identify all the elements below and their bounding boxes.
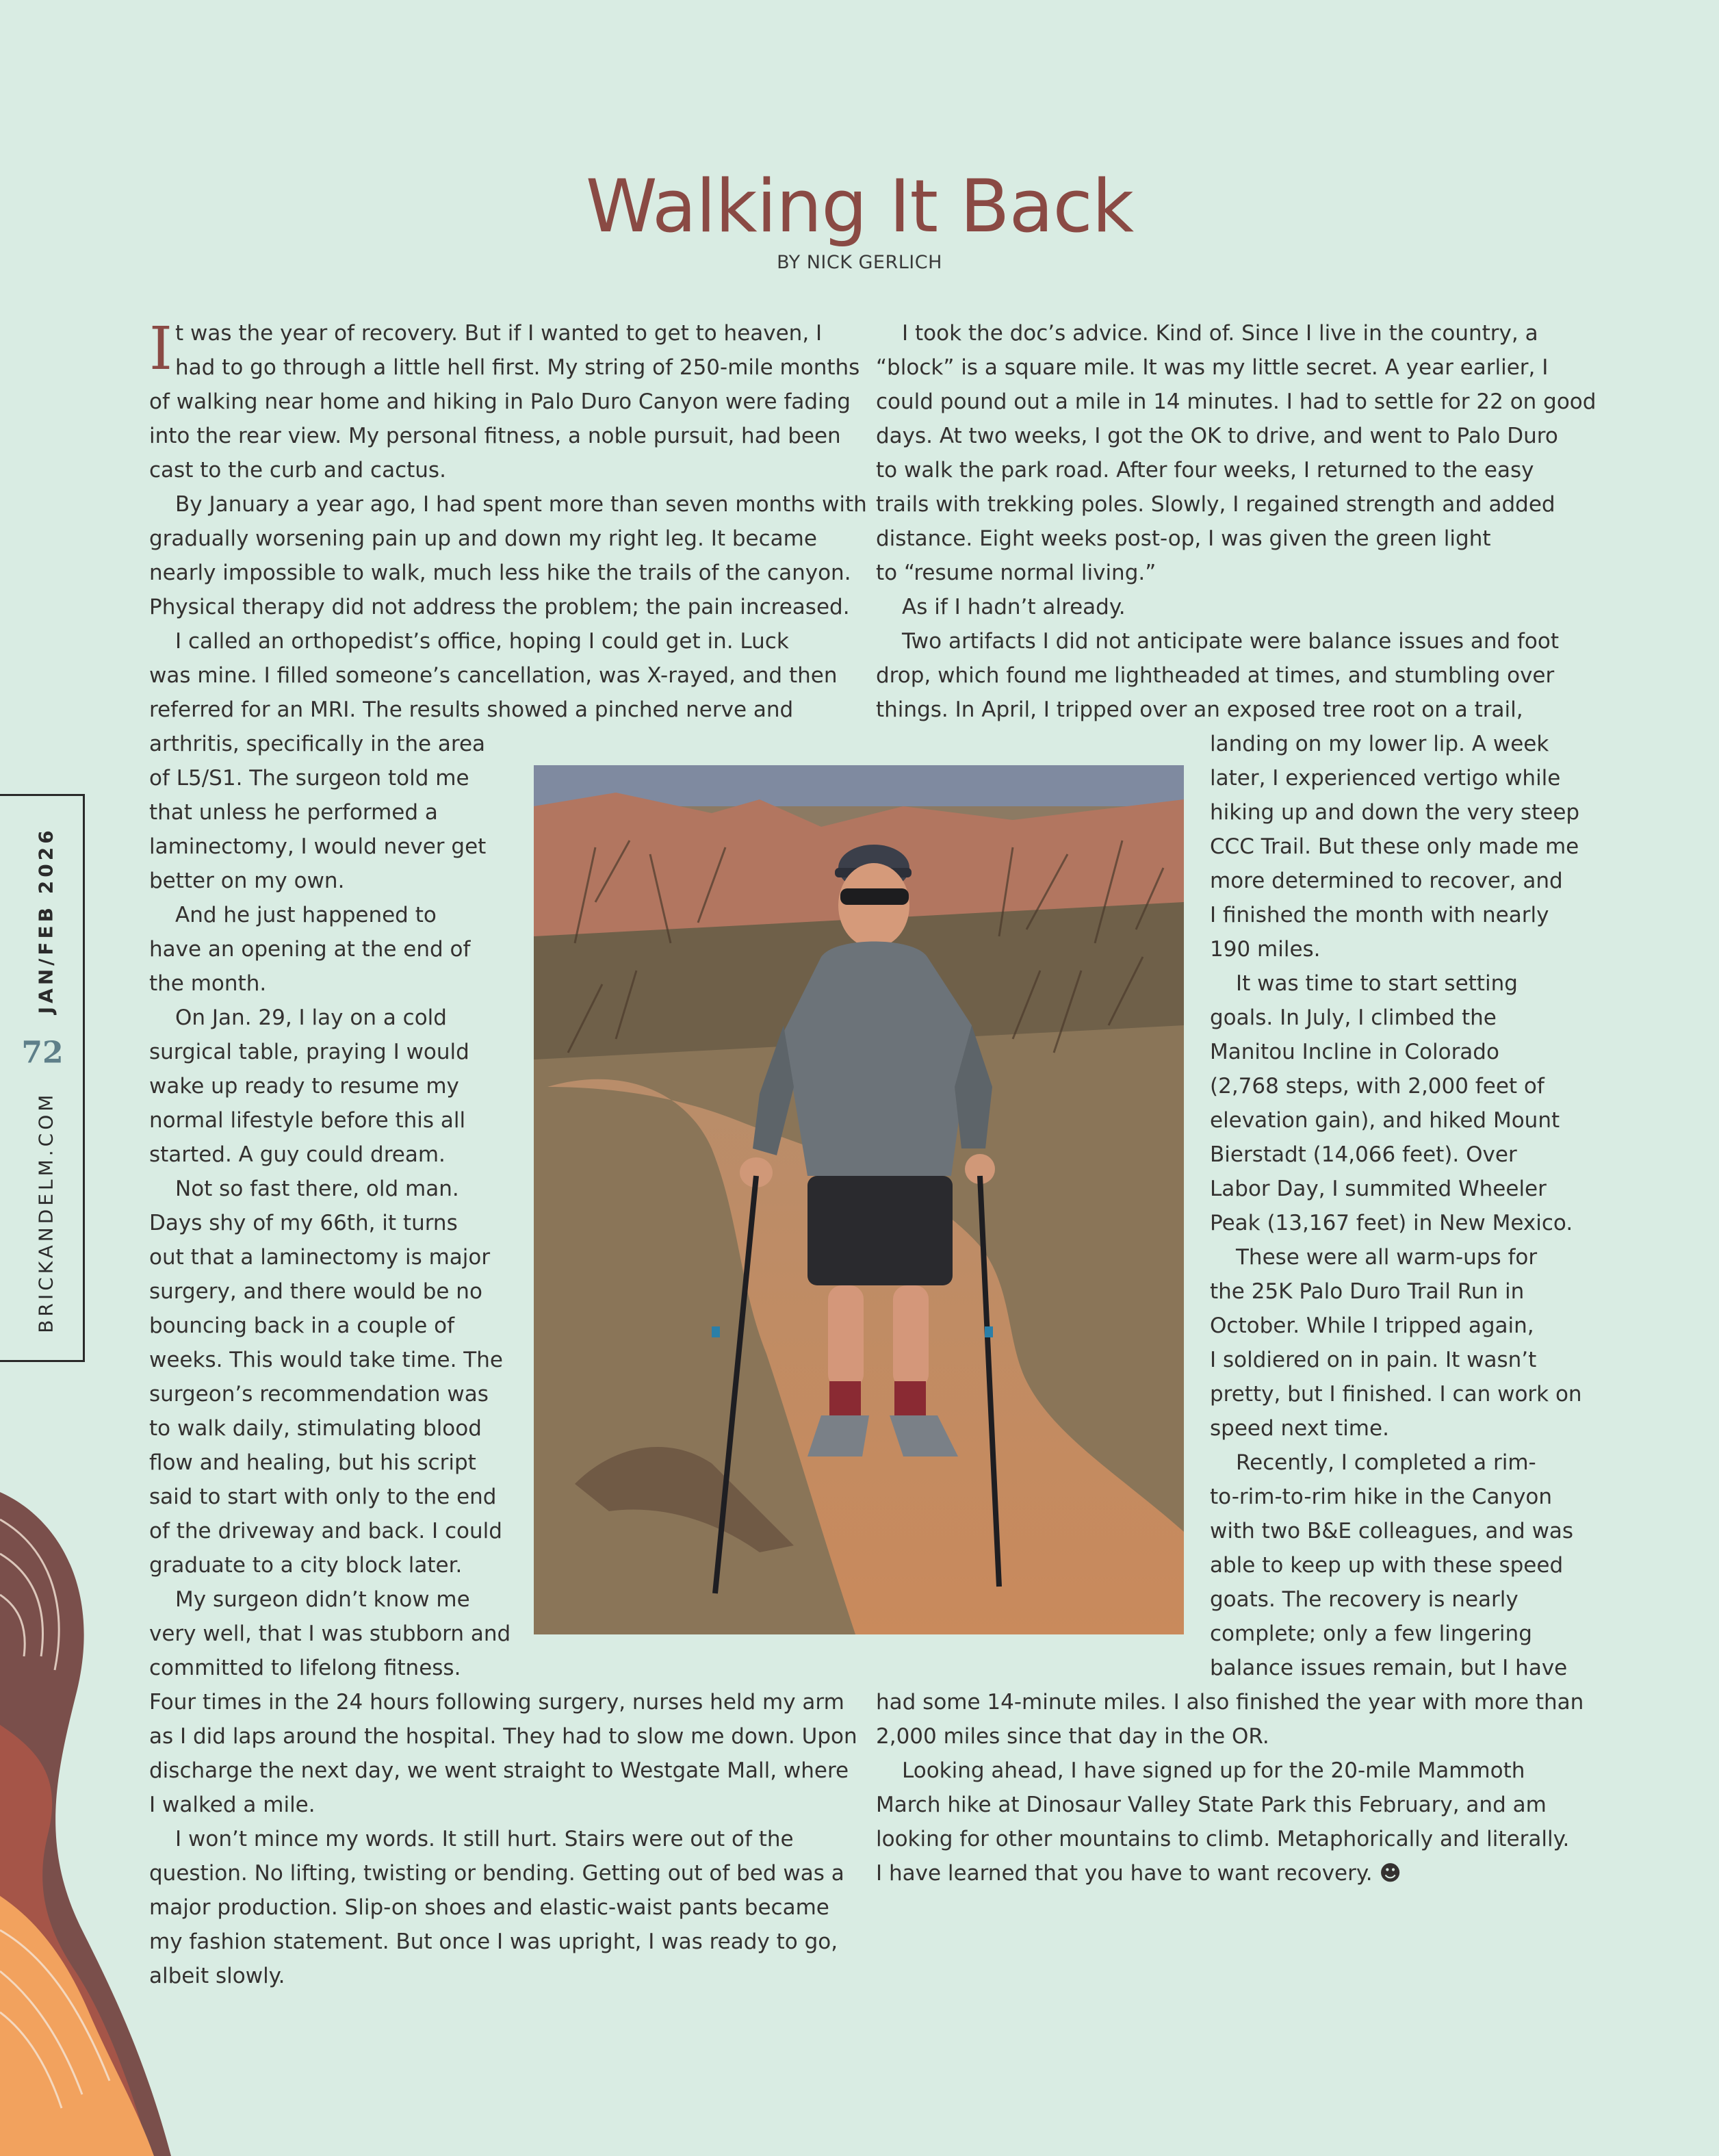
article-column-right-bottom xyxy=(876,1685,1584,1890)
paragraph-line: Physical therapy did not address the problem; the pain increased. xyxy=(149,595,850,619)
paragraph-line: On Jan. 29, I lay on a cold xyxy=(175,1005,447,1030)
paragraph-line: able to keep up with these speed xyxy=(1210,1553,1564,1578)
paragraph-line: my fashion statement. But once I was upright, I was ready to go, xyxy=(149,1929,838,1954)
paragraph-line: wake up ready to resume my xyxy=(149,1074,459,1099)
paragraph-line: gradually worsening pain up and down my right leg. It became xyxy=(149,526,817,551)
paragraph-line: of walking near home and hiking in Palo Duro Canyon were fading xyxy=(149,389,851,414)
paragraph-line: Not so fast there, old man. xyxy=(175,1177,459,1201)
paragraph-line: Bierstadt (14,066 feet). Over xyxy=(1210,1142,1517,1167)
paragraph-line: Peak (13,167 feet) in New Mexico. xyxy=(1210,1211,1573,1235)
paragraph-line: CCC Trail. But these only made me xyxy=(1210,834,1579,859)
paragraph-line: I took the doc’s advice. Kind of. Since I live in the country, a xyxy=(902,321,1538,346)
paragraph-line: with two B&E colleagues, and was xyxy=(1210,1519,1574,1543)
paragraph-line: to “resume normal living.” xyxy=(876,561,1156,585)
paragraph-line: Recently, I completed a rim- xyxy=(1236,1450,1536,1475)
paragraph-line: more determined to recover, and xyxy=(1210,869,1563,893)
paragraph-line: had to go through a little hell first. My string of 250-mile months xyxy=(175,355,860,380)
paragraph-line: was mine. I filled someone’s cancellation, was X-rayed, and then xyxy=(149,663,838,688)
issue-sidebar xyxy=(0,794,85,1362)
paragraph-line: started. A guy could dream. xyxy=(149,1142,445,1167)
paragraph-line: balance issues remain, but I have xyxy=(1210,1656,1568,1680)
paragraph-line: weeks. This would take time. The xyxy=(149,1348,503,1372)
paragraph-line: 190 miles. xyxy=(1210,937,1321,962)
paragraph-line: And he just happened to xyxy=(175,903,437,927)
paragraph-line: arthritis, specifically in the area xyxy=(149,732,486,756)
paragraph-line: 2,000 miles since that day in the OR. xyxy=(876,1724,1269,1749)
paragraph-line: that unless he performed a xyxy=(149,800,438,825)
paragraph-line: later, I experienced vertigo while xyxy=(1210,766,1561,791)
paragraph-line: flow and healing, but his script xyxy=(149,1450,476,1475)
paragraph-line: of L5/S1. The surgeon told me xyxy=(149,766,469,791)
paragraph-line: surgeon’s recommendation was xyxy=(149,1382,489,1407)
paragraph-line: speed next time. xyxy=(1210,1416,1389,1441)
paragraph-line: albeit slowly. xyxy=(149,1964,285,1988)
paragraph-line: major production. Slip-on shoes and elastic-waist pants became xyxy=(149,1895,829,1920)
paragraph-line: surgery, and there would be no xyxy=(149,1279,482,1304)
paragraph-line: drop, which found me lightheaded at times, and stumbling over xyxy=(876,663,1555,688)
article-column-right-top xyxy=(876,316,1596,727)
paragraph-line: pretty, but I finished. I can work on xyxy=(1210,1382,1582,1407)
paragraph-line: to walk daily, stimulating blood xyxy=(149,1416,482,1441)
paragraph-line: Labor Day, I summited Wheeler xyxy=(1210,1177,1547,1201)
page-number: 72 xyxy=(21,1035,64,1070)
paragraph-line: March hike at Dinosaur Valley State Park this February, and am xyxy=(876,1793,1547,1817)
paragraph-line: surgical table, praying I would xyxy=(149,1040,469,1064)
hiker-photo xyxy=(534,765,1184,1634)
paragraph-line: normal lifestyle before this all xyxy=(149,1108,466,1133)
paragraph-line: It was time to start setting xyxy=(1236,971,1518,996)
paragraph-line: landing on my lower lip. A week xyxy=(1210,732,1549,756)
paragraph-line: I won’t mince my words. It still hurt. Stairs were out of the xyxy=(175,1827,794,1851)
site-url: BRICKANDELM.COM xyxy=(34,1091,57,1333)
paragraph-line: I t was the year of recovery. But if I wanted to get to heaven, I xyxy=(149,315,823,383)
paragraph-line: I soldiered on in pain. It wasn’t xyxy=(1210,1348,1537,1372)
paragraph-line: I walked a mile. xyxy=(149,1793,315,1817)
paragraph-line: laminectomy, I would never get xyxy=(149,834,487,859)
byline: BY NICK GERLICH xyxy=(777,252,942,273)
paragraph-line: I finished the month with nearly xyxy=(1210,903,1549,927)
paragraph-line: better on my own. xyxy=(149,869,345,893)
paragraph-line: referred for an MRI. The results showed a pinched nerve and xyxy=(149,697,794,722)
paragraph-line: have an opening at the end of xyxy=(149,937,471,962)
paragraph-line: of the driveway and back. I could xyxy=(149,1519,502,1543)
paragraph-line: had some 14-minute miles. I also finished the year with more than xyxy=(876,1690,1584,1715)
paragraph-line: Looking ahead, I have signed up for the 20-mile Mammoth xyxy=(902,1758,1525,1783)
paragraph-line: By January a year ago, I had spent more than seven months with xyxy=(175,492,867,517)
paragraph-line: hiking up and down the very steep xyxy=(1210,800,1580,825)
paragraph-line: October. While I tripped again, xyxy=(1210,1313,1534,1338)
paragraph-line: My surgeon didn’t know me xyxy=(175,1587,470,1612)
paragraph-line: days. At two weeks, I got the OK to drive, and went to Palo Duro xyxy=(876,424,1558,448)
article-title: Walking It Back xyxy=(585,164,1134,248)
paragraph-line: “block” is a square mile. It was my little secret. A year earlier, I xyxy=(876,355,1549,380)
paragraph-line: as I did laps around the hospital. They had to slow me down. Upon xyxy=(149,1724,857,1749)
paragraph-line: goals. In July, I climbed the xyxy=(1210,1005,1497,1030)
paragraph-line: complete; only a few lingering xyxy=(1210,1621,1532,1646)
paragraph-line: very well, that I was stubborn and xyxy=(149,1621,511,1646)
article-column-right-narrow xyxy=(1210,727,1582,1685)
paragraph-line: said to start with only to the end xyxy=(149,1485,497,1509)
paragraph-line: Manitou Incline in Colorado xyxy=(1210,1040,1499,1064)
paragraph-line: These were all warm-ups for xyxy=(1236,1245,1538,1270)
paragraph-line: question. No lifting, twisting or bending. Getting out of bed was a xyxy=(149,1861,844,1886)
paragraph-line: bouncing back in a couple of xyxy=(149,1313,455,1338)
paragraph-line: to walk the park road. After four weeks, I returned to the easy xyxy=(876,458,1534,483)
paragraph-line: nearly impossible to walk, much less hike the trails of the canyon. xyxy=(149,561,851,585)
paragraph-line: the month. xyxy=(149,971,267,996)
paragraph-line: distance. Eight weeks post-op, I was given the green light xyxy=(876,526,1491,551)
paragraph-line: out that a laminectomy is major xyxy=(149,1245,491,1270)
paragraph-line: elevation gain), and hiked Mount xyxy=(1210,1108,1560,1133)
paragraph-line: committed to lifelong fitness. xyxy=(149,1656,461,1680)
paragraph-line: graduate to a city block later. xyxy=(149,1553,463,1578)
decorative-waves xyxy=(0,1492,226,2156)
paragraph-line: cast to the curb and cactus. xyxy=(149,458,446,483)
drop-cap: I xyxy=(149,315,172,383)
paragraph-line: trails with trekking poles. Slowly, I regained strength and added xyxy=(876,492,1555,517)
paragraph-line: looking for other mountains to climb. Metaphorically and literally. xyxy=(876,1827,1570,1851)
paragraph-line: Days shy of my 66th, it turns xyxy=(149,1211,458,1235)
paragraph-line: I have learned that you have to want recovery. ☻ xyxy=(876,1861,1401,1886)
paragraph-line: things. In April, I tripped over an exposed tree root on a trail, xyxy=(876,697,1523,722)
paragraph-line: into the rear view. My personal fitness, a noble pursuit, had been xyxy=(149,424,841,448)
paragraph-line: As if I hadn’t already. xyxy=(902,595,1126,619)
paragraph-line: discharge the next day, we went straight to Westgate Mall, where xyxy=(149,1758,849,1783)
sidebar-text xyxy=(21,827,64,1333)
paragraph-line: (2,768 steps, with 2,000 feet of xyxy=(1210,1074,1544,1099)
paragraph-line: Two artifacts I did not anticipate were balance issues and foot xyxy=(902,629,1560,654)
paragraph-line: goats. The recovery is nearly xyxy=(1210,1587,1518,1612)
issue-date: JAN/FEB 2026 xyxy=(34,827,57,1014)
paragraph-line: Four times in the 24 hours following surgery, nurses held my arm xyxy=(149,1690,844,1715)
paragraph-line: the 25K Palo Duro Trail Run in xyxy=(1210,1279,1525,1304)
paragraph-line: I called an orthopedist’s office, hoping I could get in. Luck xyxy=(175,629,789,654)
paragraph-line: could pound out a mile in 14 minutes. I had to settle for 22 on good xyxy=(876,389,1597,414)
paragraph-line: to-rim-to-rim hike in the Canyon xyxy=(1210,1485,1553,1509)
